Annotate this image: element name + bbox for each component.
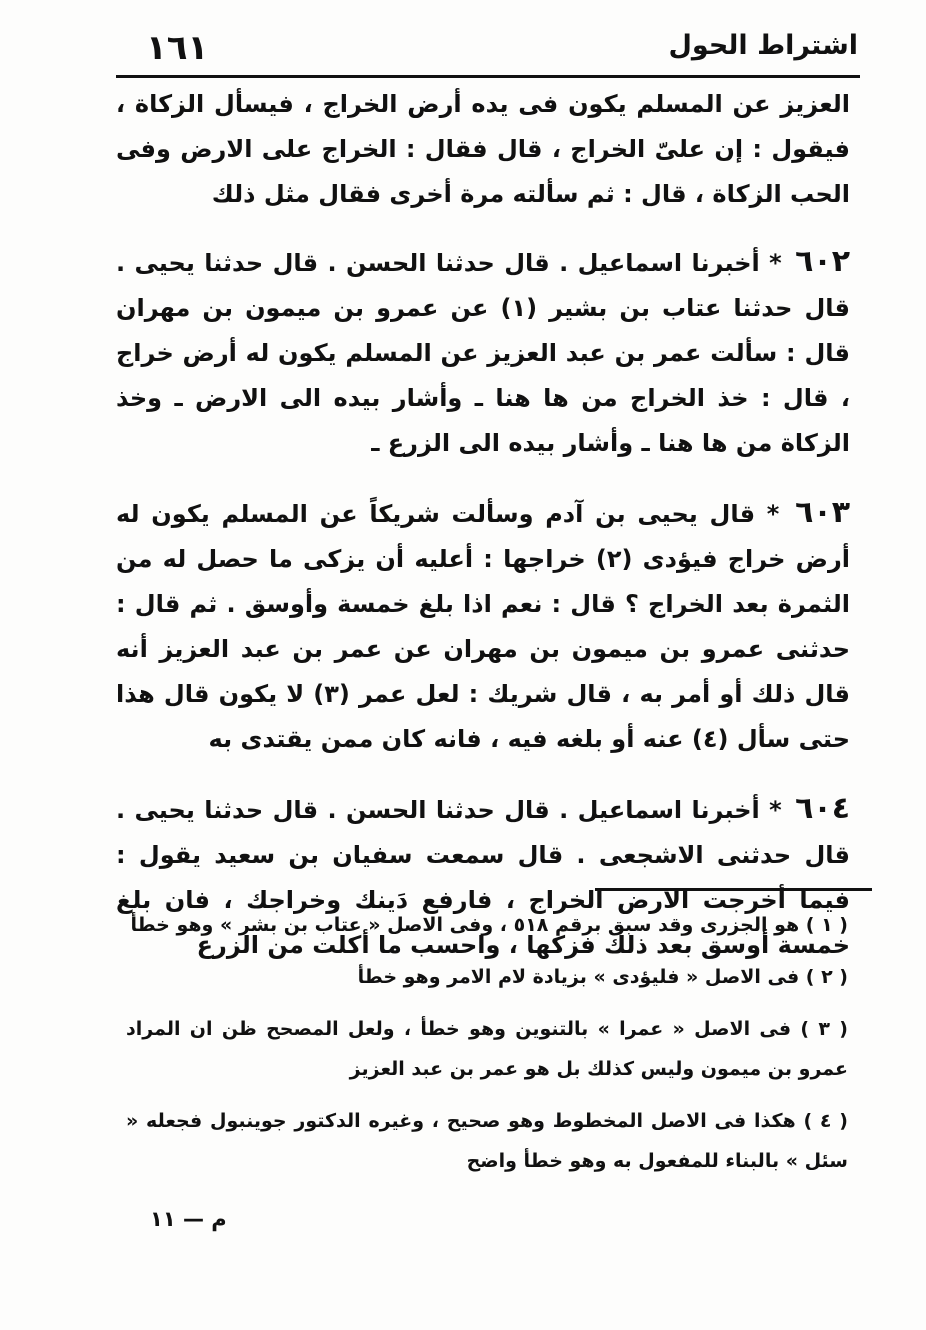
header-divider (116, 75, 860, 78)
footnote-3: ( ٣ ) فى الاصل « عمرا » بالتنوين وهو خطأ ، ولعل المصحح ظن ان المراد عمرو بن ميمون وليس كذلك بل هو عمر بن عبد العزيز (126, 1018, 848, 1080)
entry-number: ٦٠٢ (795, 244, 851, 279)
footnote-1: ( ١ ) هو الجزرى وقد سبق برقم ٥١٨ ، وفى الاصل « عتاب بن بشر » وهو خطأ (130, 914, 848, 936)
footnote-2: ( ٢ ) فى الاصل « فليؤدى » بزيادة لام الامر وهو خطأ (357, 966, 848, 988)
running-title: اشتراط الحول (668, 30, 858, 61)
paragraph-text: * قال يحيى بن آدم وسألت شريكاً عن المسلم يكون له أرض خراج فيؤدى (٢) خراجها : أعليه أن يزكى ما حصل له من الثمرة بعد الخراج ؟ قال : نعم اذا بلغ خمسة وأوسق . ثم قال : حدثنى عمرو بن ميمون بن مهران عن عمر بن عبد العزيز أنه قال ذلك أو أمر به ، قال شريك : لعل عمر (٣) لا يكون قال هذا حتى سأل (٤) عنه أو بلغه فيه ، فانه كان ممن يقتدى به (116, 500, 850, 753)
paragraph-text: * أخبرنا اسماعيل . قال حدثنا الحسن . قال حدثنا يحيى . قال حدثنى الاشجعى . قال سمعت سفيان بن سعيد يقول : فيما أخرجت الارض الخراج ، فارفع دَينك وخراجك ، فان بلغ خمسة أوسق بعد ذلك فزكها ، واحسب ما أكلت من الزرع (116, 796, 850, 959)
paragraph-text: * أخبرنا اسماعيل . قال حدثنا الحسن . قال حدثنا يحيى . قال حدثنا عتاب بن بشير (١) عن عمرو بن ميمون بن مهران قال : سألت عمر بن عبد العزيز عن المسلم يكون له أرض خراج ، قال : خذ الخراج من ها هنا ـ وأشار بيده الى الارض ـ وخذ الزكاة من ها هنا ـ وأشار بيده الى الزرع ـ (116, 249, 850, 457)
hadith-entry-603 (116, 490, 850, 762)
hadith-entry-602 (116, 239, 850, 466)
footnote-divider (595, 888, 872, 891)
page-number: ١٦١ (146, 28, 209, 68)
page-header (118, 22, 858, 74)
footnote-4: ( ٤ ) هكذا فى الاصل المخطوط وهو صحيح ، وغيره الدكتور جوينبول فجعله « سئل » بالبناء للمفعول به وهو خطأ واضح (126, 1110, 848, 1172)
paragraph-text: العزيز عن المسلم يكون فى يده أرض الخراج ، فيسأل الزكاة ، فيقول : إن علىّ الخراج ، قال فقال : الخراج على الارض وفى الحب الزكاة ، قال : ثم سألته مرة أخرى فقال مثل ذلك (116, 90, 850, 208)
entry-number: ٦٠٣ (795, 495, 851, 530)
paragraph-continuation (116, 82, 850, 217)
entry-number: ٦٠٤ (795, 791, 851, 826)
main-text (116, 82, 850, 968)
footnotes (126, 905, 848, 1193)
printer-signature: م — ١١ (150, 1207, 227, 1231)
